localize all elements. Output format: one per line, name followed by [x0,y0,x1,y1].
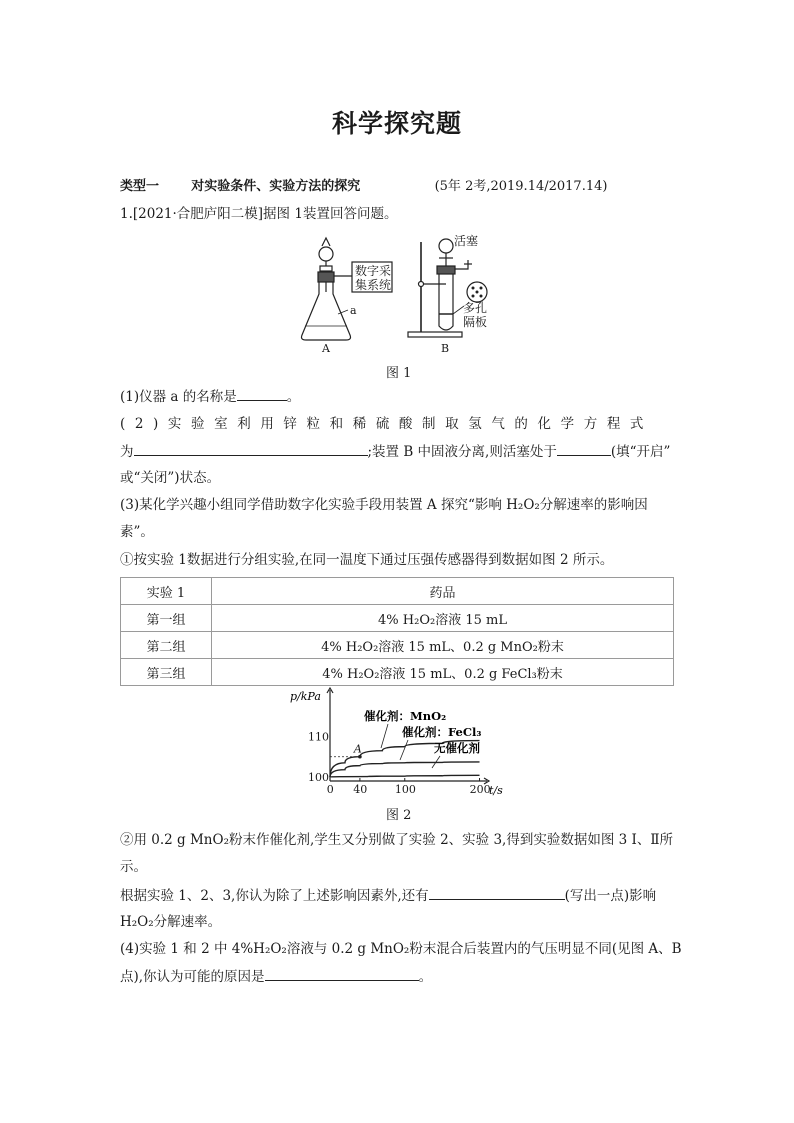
q3-line1: (3)某化学兴趣小组同学借助数字化实验手段用装置 A 探究“影响 H₂O₂分解速率的影响因 [120,497,648,513]
table-row [121,632,674,659]
table-row [121,605,674,632]
x-tick-label: 40 [353,783,368,796]
table-cell: 第一组 [121,605,212,632]
section-type-name: 对实验条件、实验方法的探究 [191,179,361,194]
experiment-table [120,577,674,686]
figure-2-caption: 图 2 [386,808,412,823]
q2-equation-blank[interactable] [134,441,368,456]
y-tick-label: 110 [308,730,329,744]
leader-fecl3 [400,740,408,760]
series-label-none: 无催化剂 [434,741,480,755]
section-type-label: 类型一 [120,179,160,194]
q2-middle: ;装置 B 中固液分离,则活塞处于 [367,444,557,460]
series-label-fecl3: 催化剂：FeCl₃ [402,725,482,739]
fig1-label-vessel: a [350,304,357,317]
leader-mno2 [381,724,388,748]
fig1-label-a: A [322,342,330,355]
fig1-box-line2: 集系统 [355,278,392,292]
fig1-plate-line2: 隔板 [463,315,488,329]
section-exam-info: (5年 2考,2019.14/2017.14) [434,179,608,194]
q3-factor-blank[interactable] [429,885,565,900]
q4-reason-blank[interactable] [265,966,419,981]
series-label-mno2: 催化剂：MnO₂ [364,709,447,723]
q3-sub3-prompt: 根据实验 1、2、3,你认为除了上述影响因素外,还有 [120,888,429,904]
table-cell: 第二组 [121,632,212,659]
table-cell: 4% H₂O₂溶液 15 mL、0.2 g MnO₂粉末 [212,632,674,659]
chart-xlabel: t/s [489,784,503,797]
q2-line1: (2)实验室利用锌粒和稀硫酸制取氢气的化学方程式 [120,416,654,432]
q2-suffix: (填“开启” [610,444,671,460]
q3-sub3-suffix: (写出一点)影响 [564,888,657,904]
fig1-stopcock-label: 活塞 [454,234,479,248]
x-tick-label: 200 [469,783,491,796]
q4-line1: (4)实验 1 和 2 中 4%H₂O₂溶液与 0.2 g MnO₂粉末混合后装置内的气压明显不同(见图 A、B [120,941,682,957]
table-cell: 4% H₂O₂溶液 15 mL [212,605,674,632]
q4-prompt: 点),你认为可能的原因是 [120,969,265,985]
q1-end: 。 [286,389,301,405]
q3-sub2-line2: 示。 [120,859,147,875]
q2-line3: 或“关闭”)状态。 [120,470,221,486]
table-cell: 4% H₂O₂溶液 15 mL、0.2 g FeCl₃粉末 [212,659,674,686]
chart-ylabel: p/kPa [290,690,321,703]
figure-1-apparatus [296,228,526,356]
figure-1-caption: 图 1 [386,366,412,381]
page-title: 科学探究题 [331,109,462,138]
q4-end: 。 [418,969,433,985]
series-line-2 [330,775,480,777]
q3-sub3-line1 [120,885,656,906]
q3-line2: 素”。 [120,524,154,540]
y-tick-label: 100 [308,770,329,784]
q2-prefix: 为 [120,444,134,460]
table-cell: 第三组 [121,659,212,686]
q4-line2 [120,966,432,987]
table-header-row [121,578,674,605]
q1-answer-blank[interactable] [237,386,287,401]
q3-sub2-line1: ②用 0.2 g MnO₂粉末作催化剂,学生又分别做了实验 2、实验 3,得到实验数据如图 3 Ⅰ、Ⅱ所 [120,832,674,848]
series-line-1 [330,762,480,777]
q2-line2 [120,441,670,462]
table-row [121,659,674,686]
x-tick-label: 0 [326,783,334,796]
q3-sub3-line2: H₂O₂分解速率。 [120,914,222,930]
q1-text [120,386,300,407]
q3-sub1: ①按实验 1数据进行分组实验,在同一温度下通过压强传感器得到数据如图 2 所示。 [120,552,614,568]
figure-2-chart [280,686,510,802]
q1-prompt: (1)仪器 a 的名称是 [120,389,237,405]
section-header [120,175,607,194]
q2-stopcock-blank[interactable] [557,441,611,456]
fig1-plate-line1: 多孔 [463,301,488,315]
table-header-cell: 实验 1 [121,578,212,605]
x-tick-label: 100 [394,783,416,796]
fig1-label-b: B [441,342,450,355]
question-intro: 1.[2021·合肥庐阳二模]据图 1装置回答问题。 [120,206,398,222]
table-header-cell: 药品 [212,578,674,605]
point-a-label: A [353,742,362,756]
fig1-box-line1: 数字采 [355,264,392,278]
